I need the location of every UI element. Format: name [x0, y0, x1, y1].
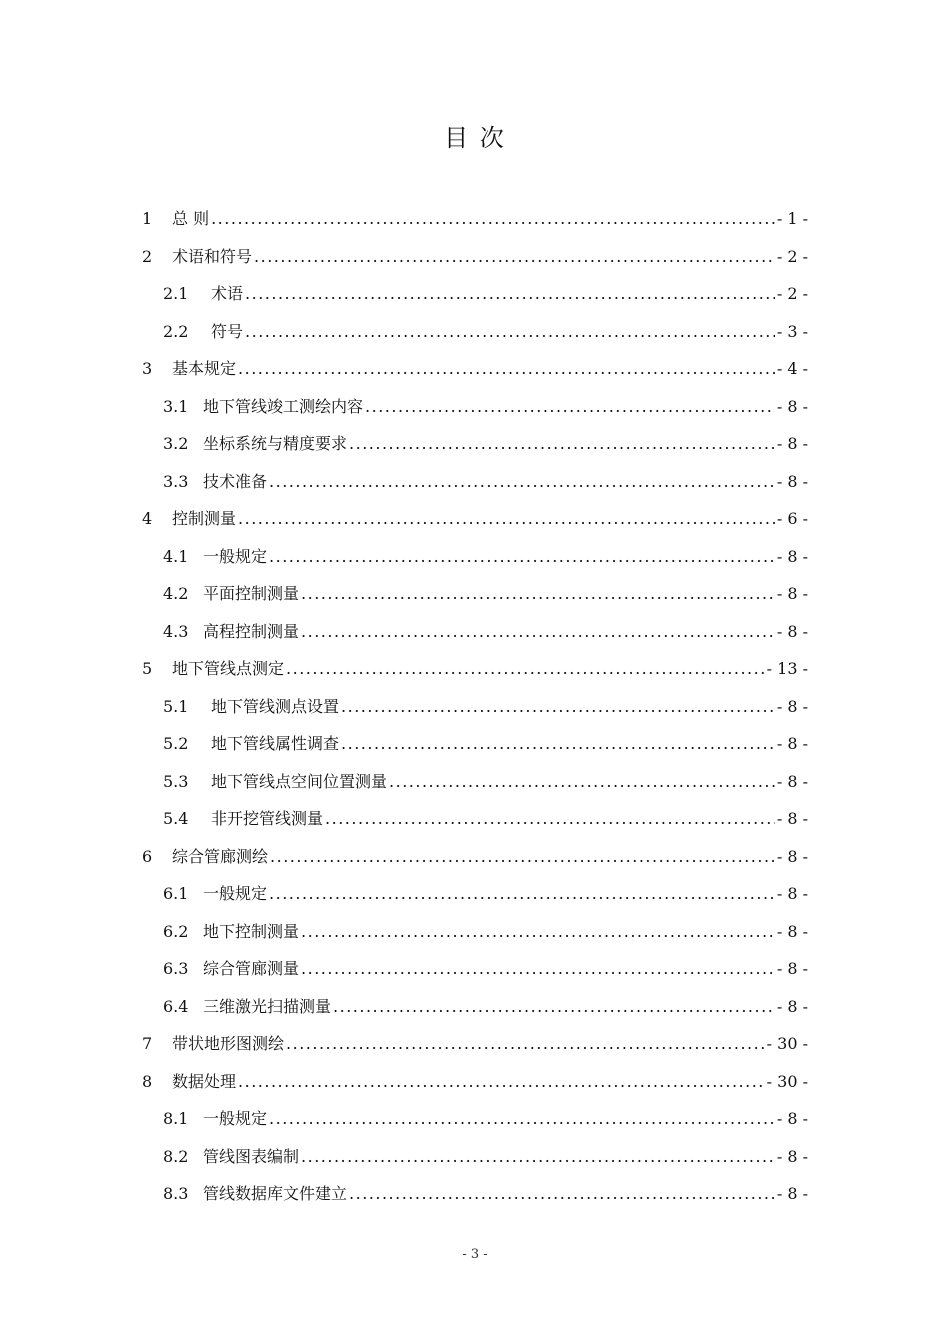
toc-leader-dots [365, 397, 775, 416]
toc-entry-page: - 8 - [776, 696, 808, 716]
toc-entry-label: 带状地形图测绘 [172, 1034, 285, 1053]
toc-entry-number: 6.4 [163, 996, 189, 1016]
toc-entry[interactable] [142, 431, 808, 469]
toc-leader-dots [254, 247, 775, 266]
table-of-contents [142, 206, 808, 1219]
toc-entry[interactable] [142, 731, 808, 769]
toc-entry-number: 3.1 [163, 396, 189, 416]
toc-entry-number: 4.1 [163, 546, 189, 566]
toc-entry[interactable] [142, 544, 808, 582]
toc-leader-dots [301, 584, 775, 603]
toc-entry-page: - 8 - [776, 959, 808, 978]
toc-entry-page: - 8 - [776, 621, 808, 641]
toc-entry-label: 控制测量 [172, 509, 237, 528]
toc-entry-page: - 8 - [776, 1146, 808, 1166]
toc-entry-number: 4.2 [163, 584, 189, 603]
toc-entry-page: - 8 - [776, 471, 808, 491]
page-number: - 3 - [462, 1247, 488, 1262]
toc-entry-page: - 8 - [776, 771, 808, 791]
toc-entry[interactable] [142, 281, 808, 319]
toc-entry[interactable] [142, 769, 808, 807]
toc-entry[interactable] [142, 206, 808, 244]
toc-leader-dots [301, 622, 775, 641]
toc-entry-page: - 8 - [776, 1184, 808, 1203]
toc-entry[interactable] [142, 619, 808, 657]
toc-entry-page: - 13 - [766, 659, 808, 678]
toc-entry-page: - 1 - [776, 209, 808, 228]
toc-entry[interactable] [142, 319, 808, 357]
toc-entry-label: 技术准备 [203, 471, 268, 491]
toc-leader-dots [389, 772, 775, 791]
toc-leader-dots [301, 1147, 775, 1166]
toc-entry-page: - 6 - [776, 509, 808, 528]
toc-entry-number: 1 [142, 209, 153, 228]
toc-leader-dots [270, 847, 775, 866]
toc-entry[interactable] [142, 1069, 808, 1107]
toc-entry[interactable] [142, 1181, 808, 1219]
toc-entry-number: 5 [142, 659, 153, 678]
toc-entry-label: 管线图表编制 [203, 1146, 300, 1166]
toc-entry-label: 坐标系统与精度要求 [203, 434, 348, 453]
toc-entry-label: 管线数据库文件建立 [203, 1184, 348, 1203]
toc-entry-page: - 30 - [766, 1034, 808, 1053]
toc-entry-page: - 2 - [776, 246, 808, 266]
toc-leader-dots [286, 1034, 765, 1053]
toc-entry[interactable] [142, 806, 808, 844]
toc-entry-label: 一般规定 [203, 546, 268, 566]
toc-leader-dots [286, 659, 765, 678]
toc-leader-dots [269, 547, 775, 566]
toc-entry-number: 4 [142, 509, 153, 528]
toc-entry-page: - 8 - [776, 809, 808, 828]
toc-entry-number: 3.2 [163, 434, 189, 453]
toc-entry-page: - 8 - [776, 921, 808, 941]
toc-entry-number: 6.2 [163, 921, 189, 941]
toc-leader-dots [349, 434, 775, 453]
toc-entry-label: 一般规定 [203, 884, 268, 903]
toc-entry[interactable] [142, 469, 808, 507]
toc-entry-page: - 8 - [776, 546, 808, 566]
toc-entry[interactable] [142, 881, 808, 919]
toc-entry-number: 8.3 [163, 1184, 189, 1203]
toc-entry-label: 地下管线测点设置 [211, 696, 340, 716]
toc-entry-label: 高程控制测量 [203, 621, 300, 641]
toc-leader-dots [238, 509, 775, 528]
page-title: 目 次 [444, 124, 506, 152]
toc-entry[interactable] [142, 356, 808, 394]
toc-entry[interactable] [142, 919, 808, 957]
toc-entry-label: 符号 [211, 321, 244, 341]
toc-entry-page: - 8 - [776, 996, 808, 1016]
toc-entry-label: 总 则 [172, 209, 210, 228]
toc-entry-number: 2.2 [163, 321, 189, 341]
toc-leader-dots [269, 1109, 775, 1128]
toc-entry-label: 基本规定 [172, 359, 237, 378]
toc-entry-number: 2 [142, 246, 153, 266]
toc-entry-page: - 8 - [776, 884, 808, 903]
toc-entry-number: 6 [142, 846, 153, 866]
toc-entry-label: 综合管廊测量 [203, 959, 300, 978]
toc-entry[interactable] [142, 656, 808, 694]
toc-entry-page: - 3 - [776, 321, 808, 341]
toc-entry-number: 2.1 [163, 284, 189, 303]
toc-leader-dots [245, 322, 775, 341]
toc-entry-number: 8.1 [163, 1109, 189, 1128]
toc-entry-number: 8 [142, 1071, 153, 1091]
toc-entry-page: - 8 - [776, 584, 808, 603]
toc-entry[interactable] [142, 694, 808, 732]
toc-leader-dots [269, 884, 775, 903]
toc-entry-page: - 8 - [776, 734, 808, 753]
toc-entry-label: 地下管线点空间位置测量 [211, 771, 388, 791]
toc-entry-label: 地下控制测量 [203, 921, 300, 941]
toc-entry-page: - 8 - [776, 846, 808, 866]
toc-entry[interactable] [142, 994, 808, 1032]
toc-entry-label: 术语 [211, 284, 244, 303]
toc-entry-number: 5.4 [163, 809, 189, 828]
toc-entry-number: 6.1 [163, 884, 189, 903]
toc-leader-dots [341, 734, 775, 753]
toc-entry-label: 非开挖管线测量 [211, 809, 324, 828]
toc-entry-label: 地下管线点测定 [172, 659, 285, 678]
toc-entry-number: 3 [142, 359, 153, 378]
toc-entry-page: - 30 - [766, 1071, 808, 1091]
toc-entry[interactable] [142, 1106, 808, 1144]
toc-entry-number: 5.3 [163, 771, 189, 791]
toc-entry-number: 5.1 [163, 696, 189, 716]
toc-leader-dots [301, 959, 775, 978]
toc-leader-dots [301, 922, 775, 941]
toc-entry-label: 数据处理 [172, 1071, 237, 1091]
toc-entry[interactable] [142, 394, 808, 432]
toc-entry[interactable] [142, 506, 808, 544]
toc-leader-dots [211, 209, 775, 228]
toc-leader-dots [333, 997, 775, 1016]
toc-entry-label: 地下管线竣工测绘内容 [203, 396, 364, 416]
toc-leader-dots [238, 359, 775, 378]
toc-entry-label: 一般规定 [203, 1109, 268, 1128]
toc-leader-dots [245, 284, 775, 303]
toc-entry-label: 三维激光扫描测量 [203, 996, 332, 1016]
toc-entry-label: 综合管廊测绘 [172, 846, 269, 866]
toc-leader-dots [325, 809, 775, 828]
toc-leader-dots [341, 697, 775, 716]
toc-entry[interactable] [142, 1144, 808, 1182]
toc-entry-label: 术语和符号 [172, 246, 253, 266]
toc-entry[interactable] [142, 244, 808, 282]
toc-entry-number: 8.2 [163, 1146, 189, 1166]
toc-entry-page: - 4 - [776, 359, 808, 378]
toc-entry-number: 3.3 [163, 471, 189, 491]
toc-entry-number: 7 [142, 1034, 153, 1053]
toc-leader-dots [349, 1184, 775, 1203]
toc-entry-label: 地下管线属性调查 [211, 734, 340, 753]
toc-entry-number: 4.3 [163, 621, 189, 641]
toc-entry-page: - 2 - [776, 284, 808, 303]
toc-entry[interactable] [142, 1031, 808, 1069]
toc-entry-page: - 8 - [776, 396, 808, 416]
toc-entry[interactable] [142, 844, 808, 882]
toc-entry-label: 平面控制测量 [203, 584, 300, 603]
toc-entry-number: 6.3 [163, 959, 189, 978]
toc-entry[interactable] [142, 581, 808, 619]
toc-entry-number: 5.2 [163, 734, 189, 753]
toc-entry-page: - 8 - [776, 1109, 808, 1128]
toc-entry-page: - 8 - [776, 434, 808, 453]
toc-leader-dots [238, 1072, 765, 1091]
toc-entry[interactable] [142, 956, 808, 994]
toc-leader-dots [269, 472, 775, 491]
